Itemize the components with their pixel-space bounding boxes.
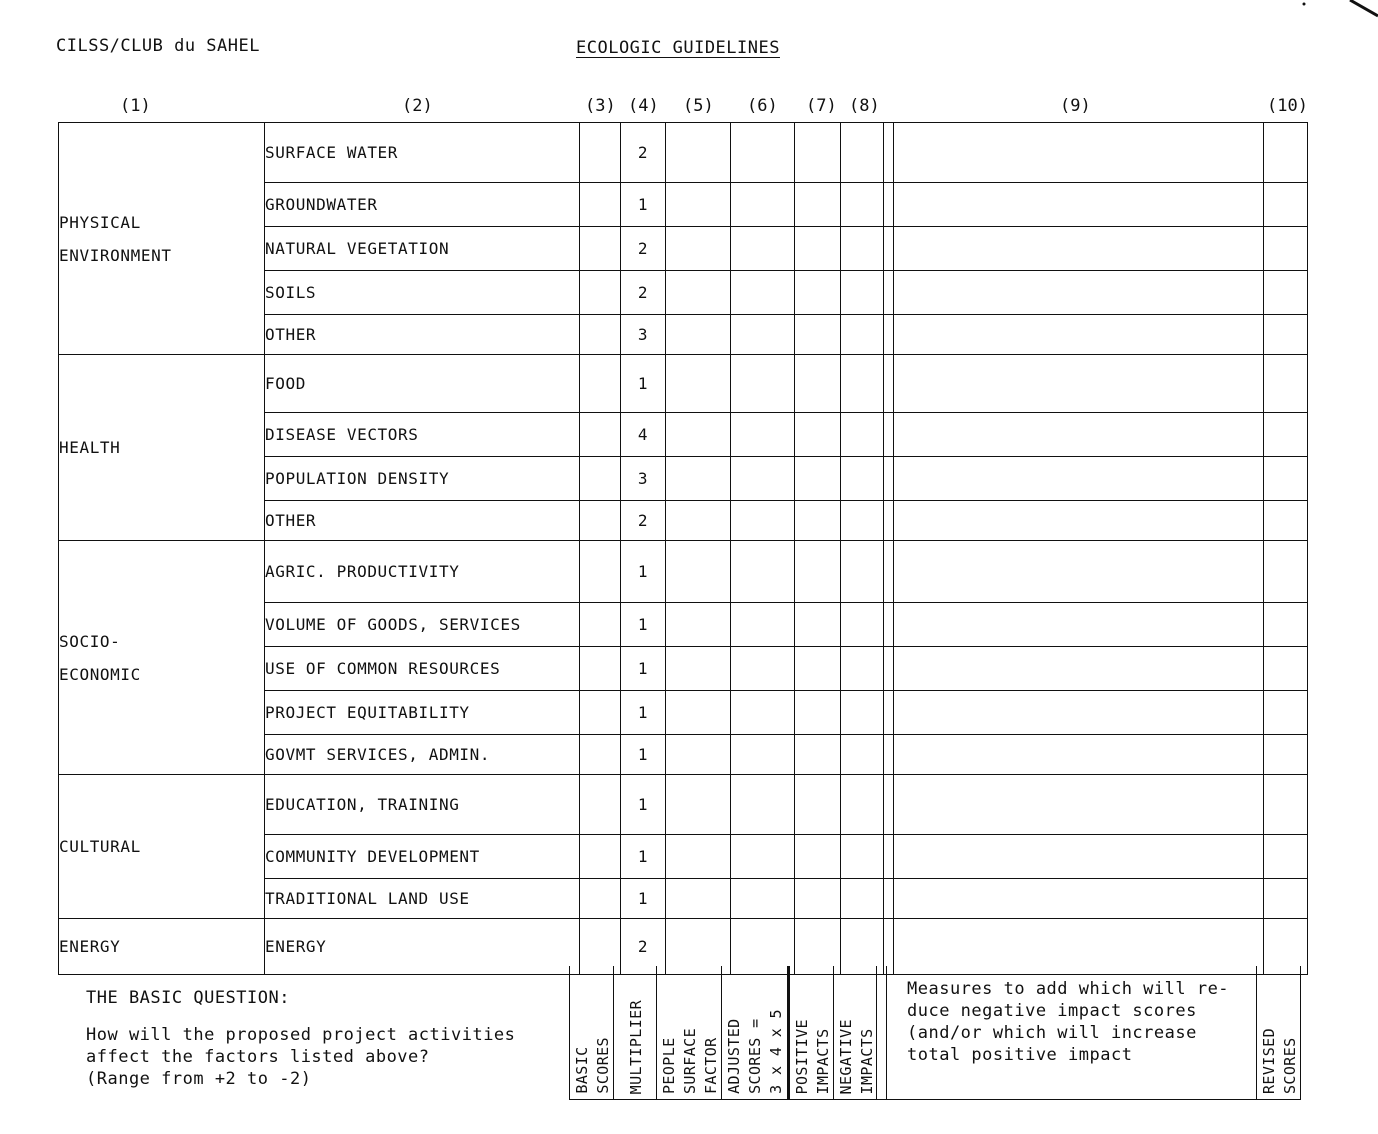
column-number-7: (7): [806, 96, 837, 116]
column-number-1: (1): [120, 96, 151, 116]
category-cell: [59, 355, 265, 541]
positive-impact-cell[interactable]: [795, 735, 841, 775]
negative-impact-cell[interactable]: [841, 413, 884, 457]
column-number-9: (9): [1060, 96, 1091, 116]
category-label: CULTURAL: [59, 837, 141, 856]
measures-line: (and/or which will increase: [907, 1023, 1197, 1043]
organization-label: CILSS/CLUB du SAHEL: [56, 36, 260, 56]
measures-cell[interactable]: [894, 835, 1264, 879]
multiplier-cell: 1: [621, 603, 666, 647]
measures-cell[interactable]: [894, 183, 1264, 227]
people-surface-factor-cell[interactable]: [666, 183, 731, 227]
adjusted-score-cell[interactable]: [731, 183, 795, 227]
spacer-cell: [884, 879, 894, 919]
category-label: PHYSICAL: [59, 212, 141, 232]
adjusted-score-cell[interactable]: [731, 691, 795, 735]
category-label: HEALTH: [59, 438, 121, 457]
factor-cell: OTHER: [265, 315, 580, 355]
measures-cell[interactable]: [894, 879, 1264, 919]
people-surface-factor-cell[interactable]: [666, 413, 731, 457]
adjusted-score-cell[interactable]: [731, 271, 795, 315]
adjusted-score-cell[interactable]: [731, 457, 795, 501]
adjusted-score-cell[interactable]: [731, 879, 795, 919]
factor-cell: NATURAL VEGETATION: [265, 227, 580, 271]
negative-impact-cell[interactable]: [841, 183, 884, 227]
positive-impact-cell[interactable]: [795, 355, 841, 413]
revised-score-cell[interactable]: [1264, 315, 1308, 355]
category-label: SOCIO-: [59, 631, 121, 651]
category-cell: [59, 541, 265, 775]
negative-impact-cell[interactable]: [841, 355, 884, 413]
spacer-cell: [884, 603, 894, 647]
spacer-cell: [884, 183, 894, 227]
people-surface-factor-cell[interactable]: [666, 457, 731, 501]
category-label: ENVIRONMENT: [59, 245, 172, 265]
basic-score-cell[interactable]: [580, 315, 621, 355]
adjusted-score-cell[interactable]: [731, 227, 795, 271]
basic-score-cell[interactable]: [580, 355, 621, 413]
column-divider: [656, 966, 720, 1100]
people-surface-factor-cell[interactable]: [666, 315, 731, 355]
adjusted-score-cell[interactable]: [731, 355, 795, 413]
basic-score-cell[interactable]: [580, 919, 621, 975]
category-cell: [59, 123, 265, 355]
spacer-cell: [884, 501, 894, 541]
spacer-cell: [884, 271, 894, 315]
basic-score-cell[interactable]: [580, 123, 621, 183]
factor-cell: EDUCATION, TRAINING: [265, 775, 580, 835]
positive-impact-cell[interactable]: [795, 603, 841, 647]
factor-cell: USE OF COMMON RESOURCES: [265, 647, 580, 691]
column-divider: [1300, 966, 1301, 1100]
category-cell: [59, 775, 265, 919]
basic-score-cell[interactable]: [580, 227, 621, 271]
column-divider: [1256, 966, 1299, 1100]
revised-score-cell[interactable]: [1264, 355, 1308, 413]
basic-score-cell[interactable]: [580, 603, 621, 647]
people-surface-factor-cell[interactable]: [666, 879, 731, 919]
factor-cell: ENERGY: [265, 919, 580, 975]
column-divider: [569, 966, 612, 1100]
spacer-cell: [884, 315, 894, 355]
factor-cell: GROUNDWATER: [265, 183, 580, 227]
positive-impact-cell[interactable]: [795, 541, 841, 603]
revised-score-cell[interactable]: [1264, 183, 1308, 227]
adjusted-score-cell[interactable]: [731, 735, 795, 775]
column-number-3: (3): [585, 96, 616, 116]
negative-impact-cell[interactable]: [841, 271, 884, 315]
people-surface-factor-cell[interactable]: [666, 123, 731, 183]
factor-cell: SURFACE WATER: [265, 123, 580, 183]
factor-cell: OTHER: [265, 501, 580, 541]
positive-impact-cell[interactable]: [795, 457, 841, 501]
negative-impact-cell[interactable]: [841, 501, 884, 541]
revised-score-cell[interactable]: [1264, 541, 1308, 603]
multiplier-cell: 2: [621, 123, 666, 183]
people-surface-factor-cell[interactable]: [666, 541, 731, 603]
spacer-cell: [884, 355, 894, 413]
factor-cell: DISEASE VECTORS: [265, 413, 580, 457]
people-surface-factor-cell[interactable]: [666, 501, 731, 541]
basic-question-line: affect the factors listed above?: [86, 1047, 430, 1067]
measures-line: duce negative impact scores: [907, 1001, 1197, 1021]
measures-cell[interactable]: [894, 227, 1264, 271]
negative-impact-cell[interactable]: [841, 541, 884, 603]
multiplier-cell: 1: [621, 183, 666, 227]
factor-cell: SOILS: [265, 271, 580, 315]
factor-cell: POPULATION DENSITY: [265, 457, 580, 501]
basic-scores-label: BASIC SCORES: [573, 1037, 612, 1094]
table-row: [59, 541, 1308, 603]
positive-impacts-label: POSITIVE IMPACTS: [793, 1018, 832, 1094]
negative-impact-cell[interactable]: [841, 647, 884, 691]
negative-impacts-label: NEGATIVE IMPACTS: [837, 1018, 876, 1094]
form-title: ECOLOGIC GUIDELINES: [576, 38, 780, 58]
negative-impact-cell[interactable]: [841, 735, 884, 775]
multiplier-cell: 3: [621, 457, 666, 501]
positive-impact-cell[interactable]: [795, 413, 841, 457]
multiplier-cell: 2: [621, 919, 666, 975]
spacer-cell: [884, 691, 894, 735]
measures-cell[interactable]: [894, 541, 1264, 603]
measures-cell[interactable]: [894, 271, 1264, 315]
measures-line: total positive impact: [907, 1045, 1133, 1065]
adjusted-score-cell[interactable]: [731, 647, 795, 691]
people-surface-factor-cell[interactable]: [666, 775, 731, 835]
revised-score-cell[interactable]: [1264, 457, 1308, 501]
factor-cell: TRADITIONAL LAND USE: [265, 879, 580, 919]
people-surface-factor-cell[interactable]: [666, 835, 731, 879]
multiplier-cell: 1: [621, 647, 666, 691]
revised-score-cell[interactable]: [1264, 647, 1308, 691]
positive-impact-cell[interactable]: [795, 775, 841, 835]
column-divider: [613, 966, 645, 1100]
revised-score-cell[interactable]: [1264, 123, 1308, 183]
multiplier-cell: 1: [621, 775, 666, 835]
positive-impact-cell[interactable]: [795, 647, 841, 691]
people-surface-factor-cell[interactable]: [666, 691, 731, 735]
category-label: ENERGY: [59, 937, 121, 956]
basic-question-line: (Range from +2 to -2): [86, 1069, 312, 1089]
factor-cell: GOVMT SERVICES, ADMIN.: [265, 735, 580, 775]
positive-impact-cell[interactable]: [795, 691, 841, 735]
multiplier-cell: 1: [621, 879, 666, 919]
column-number-5: (5): [683, 96, 714, 116]
adjusted-score-cell[interactable]: [731, 123, 795, 183]
measures-cell[interactable]: [894, 355, 1264, 413]
positive-impact-cell[interactable]: [795, 315, 841, 355]
basic-score-cell[interactable]: [580, 775, 621, 835]
measures-label: [907, 978, 1252, 1066]
measures-cell[interactable]: [894, 775, 1264, 835]
positive-impact-cell[interactable]: [795, 879, 841, 919]
revised-scores-label: REVISED SCORES: [1260, 1027, 1299, 1094]
revised-score-cell[interactable]: [1264, 735, 1308, 775]
revised-score-cell[interactable]: [1264, 603, 1308, 647]
multiplier-cell: 2: [621, 227, 666, 271]
measures-cell[interactable]: [894, 315, 1264, 355]
measures-line: Measures to add which will re-: [907, 979, 1230, 999]
basic-score-cell[interactable]: [580, 835, 621, 879]
column-number-4: (4): [628, 96, 659, 116]
adjusted-score-cell[interactable]: [731, 835, 795, 879]
positive-impact-cell[interactable]: [795, 501, 841, 541]
positive-impact-cell[interactable]: [795, 123, 841, 183]
table-row: [59, 919, 1308, 975]
column-divider: [876, 966, 877, 1100]
spacer-cell: [884, 457, 894, 501]
basic-score-cell[interactable]: [580, 879, 621, 919]
positive-impact-cell[interactable]: [795, 271, 841, 315]
people-surface-factor-cell[interactable]: [666, 271, 731, 315]
adjusted-scores-label: ADJUSTED SCORES = 3 x 4 x 5: [725, 1009, 785, 1094]
negative-impact-cell[interactable]: [841, 457, 884, 501]
adjusted-score-cell[interactable]: [731, 413, 795, 457]
basic-question-heading: THE BASIC QUESTION:: [86, 988, 290, 1008]
label-area-bottom-rule: [569, 1099, 1301, 1100]
factor-cell: AGRIC. PRODUCTIVITY: [265, 541, 580, 603]
measures-cell[interactable]: [894, 413, 1264, 457]
spacer-cell: [884, 541, 894, 603]
revised-score-cell[interactable]: [1264, 691, 1308, 735]
multiplier-cell: 1: [621, 735, 666, 775]
multiplier-cell: 1: [621, 691, 666, 735]
adjusted-score-cell[interactable]: [731, 541, 795, 603]
measures-cell[interactable]: [894, 501, 1264, 541]
factor-cell: PROJECT EQUITABILITY: [265, 691, 580, 735]
column-divider: [886, 966, 887, 1100]
factor-cell: FOOD: [265, 355, 580, 413]
basic-score-cell[interactable]: [580, 541, 621, 603]
table-row: [59, 775, 1308, 835]
multiplier-cell: 1: [621, 835, 666, 879]
positive-impact-cell[interactable]: [795, 227, 841, 271]
negative-impact-cell[interactable]: [841, 603, 884, 647]
multiplier-cell: 1: [621, 355, 666, 413]
multiplier-cell: 2: [621, 501, 666, 541]
spacer-cell: [884, 647, 894, 691]
measures-cell[interactable]: [894, 123, 1264, 183]
measures-cell[interactable]: [894, 919, 1264, 975]
guidelines-worksheet-table: [58, 122, 1308, 975]
revised-score-cell[interactable]: [1264, 501, 1308, 541]
column-number-10: (10): [1267, 96, 1308, 116]
measures-cell[interactable]: [894, 735, 1264, 775]
spacer-cell: [884, 123, 894, 183]
basic-question-text: [86, 1024, 556, 1090]
spacer-cell: [884, 919, 894, 975]
basic-score-cell[interactable]: [580, 183, 621, 227]
category-cell: [59, 919, 265, 975]
column-number-2: (2): [402, 96, 433, 116]
spacer-cell: [884, 835, 894, 879]
people-surface-factor-cell[interactable]: [666, 647, 731, 691]
revised-score-cell[interactable]: [1264, 835, 1308, 879]
adjusted-score-cell[interactable]: [731, 775, 795, 835]
adjusted-score-cell[interactable]: [731, 603, 795, 647]
multiplier-cell: 2: [621, 271, 666, 315]
spacer-cell: [884, 227, 894, 271]
spacer-cell: [884, 413, 894, 457]
positive-impact-cell[interactable]: [795, 835, 841, 879]
revised-score-cell[interactable]: [1264, 271, 1308, 315]
basic-score-cell[interactable]: [580, 735, 621, 775]
negative-impact-cell[interactable]: [841, 315, 884, 355]
column-divider: [721, 966, 785, 1100]
basic-score-cell[interactable]: [580, 501, 621, 541]
basic-score-cell[interactable]: [580, 691, 621, 735]
negative-impact-cell[interactable]: [841, 123, 884, 183]
people-surface-factor-cell[interactable]: [666, 227, 731, 271]
spacer-cell: [884, 735, 894, 775]
adjusted-score-cell[interactable]: [731, 919, 795, 975]
people-surface-factor-cell[interactable]: [666, 355, 731, 413]
column-number-6: (6): [747, 96, 778, 116]
people-surface-factor-cell[interactable]: [666, 735, 731, 775]
column-number-8: (8): [849, 96, 880, 116]
table-row: [59, 123, 1308, 183]
adjusted-score-cell[interactable]: [731, 501, 795, 541]
category-label: ECONOMIC: [59, 664, 141, 684]
basic-score-cell[interactable]: [580, 413, 621, 457]
multiplier-cell: 3: [621, 315, 666, 355]
negative-impact-cell[interactable]: [841, 227, 884, 271]
revised-score-cell[interactable]: [1264, 879, 1308, 919]
basic-question-line: How will the proposed project activities: [86, 1025, 516, 1045]
factor-cell: VOLUME OF GOODS, SERVICES: [265, 603, 580, 647]
negative-impact-cell[interactable]: [841, 775, 884, 835]
revised-score-cell[interactable]: [1264, 775, 1308, 835]
people-surface-factor-label: PEOPLE SURFACE FACTOR: [660, 1027, 720, 1094]
revised-score-cell[interactable]: [1264, 413, 1308, 457]
measures-cell[interactable]: [894, 691, 1264, 735]
measures-cell[interactable]: [894, 457, 1264, 501]
multiplier-cell: 4: [621, 413, 666, 457]
negative-impact-cell[interactable]: [841, 919, 884, 975]
basic-score-cell[interactable]: [580, 457, 621, 501]
people-surface-factor-cell[interactable]: [666, 603, 731, 647]
positive-impact-cell[interactable]: [795, 183, 841, 227]
multiplier-label: MULTIPLIER: [627, 999, 645, 1094]
negative-impact-cell[interactable]: [841, 879, 884, 919]
revised-score-cell[interactable]: [1264, 227, 1308, 271]
table-row: [59, 355, 1308, 413]
measures-cell[interactable]: [894, 647, 1264, 691]
multiplier-cell: 1: [621, 541, 666, 603]
spacer-cell: [884, 775, 894, 835]
negative-impact-cell[interactable]: [841, 835, 884, 879]
basic-score-cell[interactable]: [580, 647, 621, 691]
negative-impact-cell[interactable]: [841, 691, 884, 735]
adjusted-score-cell[interactable]: [731, 315, 795, 355]
column-divider: [833, 966, 876, 1100]
basic-score-cell[interactable]: [580, 271, 621, 315]
corner-pen-mark-icon: [1300, 0, 1378, 20]
column-divider: [787, 966, 832, 1100]
measures-cell[interactable]: [894, 603, 1264, 647]
factor-cell: COMMUNITY DEVELOPMENT: [265, 835, 580, 879]
